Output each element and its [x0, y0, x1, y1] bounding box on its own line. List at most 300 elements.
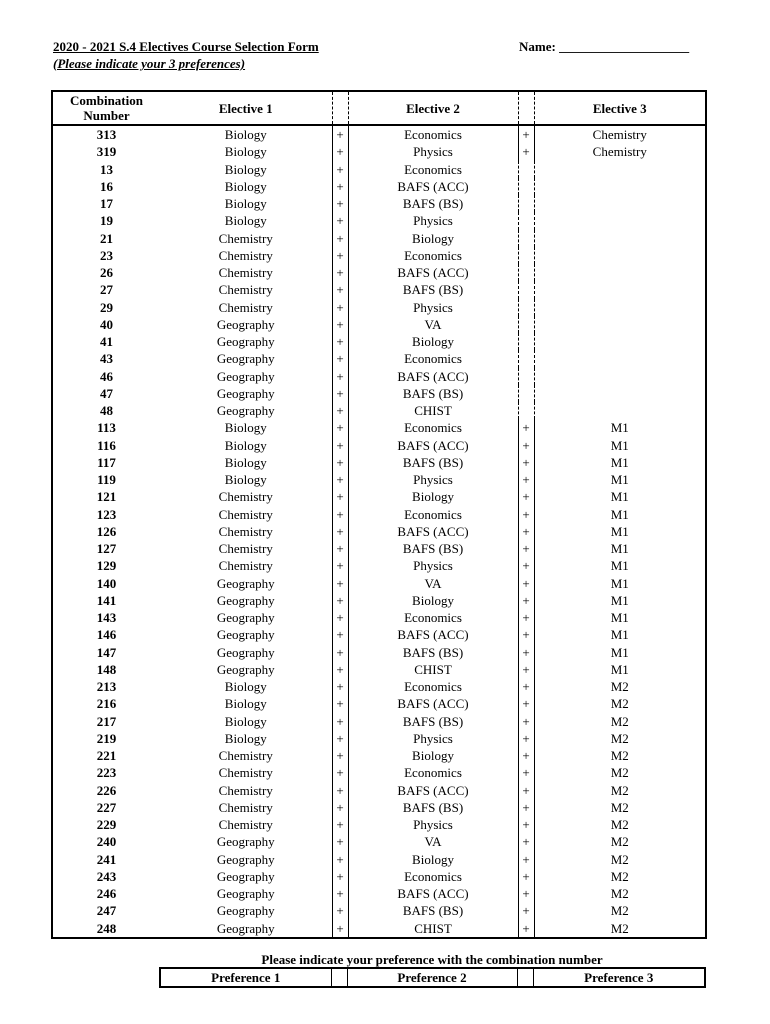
elective-3: M1: [610, 575, 629, 591]
elective-3: M2: [610, 868, 629, 884]
elective-3: M2: [610, 851, 629, 867]
plus-sign-1: +: [332, 471, 348, 488]
elective-1: Chemistry: [218, 817, 273, 833]
plus-sign-1: +: [332, 885, 348, 902]
plus-sign-1: +: [332, 402, 348, 419]
elective-3: [534, 264, 706, 281]
elective-3: M2: [610, 834, 629, 850]
combination-number: 116: [97, 437, 116, 453]
plus-sign-2: +: [518, 920, 534, 938]
elective-3: M1: [610, 420, 629, 436]
elective-2: Biology: [412, 334, 454, 350]
combination-number: 143: [96, 610, 117, 626]
elective-3: [534, 368, 706, 385]
elective-1: Geography: [216, 575, 275, 591]
preference-separator: [517, 968, 533, 987]
combination-number: 221: [96, 748, 117, 764]
elective-3: M1: [610, 558, 629, 574]
table-row: [52, 506, 706, 523]
elective-3: M2: [610, 679, 629, 695]
elective-1: Biology: [224, 454, 267, 470]
table-row: [52, 230, 706, 247]
elective-3: M2: [610, 748, 629, 764]
table-row: [52, 626, 706, 643]
plus-sign-2: +: [518, 454, 534, 471]
combination-number: 23: [100, 247, 113, 263]
combination-number: 313: [96, 127, 117, 143]
combination-number: 223: [96, 765, 117, 781]
table-row: [52, 195, 706, 212]
elective-1: Biology: [224, 696, 267, 712]
name-field-label[interactable]: Name: ____________________: [519, 39, 690, 54]
plus-sign-2: [518, 264, 534, 281]
elective-3: M2: [610, 799, 629, 815]
plus-sign-2: [518, 230, 534, 247]
plus-sign-1: +: [332, 264, 348, 281]
plus-sign-1: +: [332, 178, 348, 195]
table-row: [52, 885, 706, 902]
plus-sign-2: [518, 195, 534, 212]
table-row: [52, 402, 706, 419]
elective-3: M2: [610, 817, 629, 833]
elective-3: M2: [610, 886, 629, 902]
elective-3: M2: [610, 765, 629, 781]
table-row: [52, 902, 706, 919]
elective-3: Chemistry: [592, 144, 647, 160]
elective-2: BAFS (ACC): [397, 265, 469, 281]
combination-number: 27: [100, 282, 113, 298]
elective-1: Biology: [224, 437, 267, 453]
plus-sign-2: +: [518, 143, 534, 160]
combination-number: 243: [96, 868, 117, 884]
elective-2: Physics: [413, 299, 453, 315]
plus-sign-2: [518, 350, 534, 367]
combination-number: 121: [96, 489, 117, 505]
table-row: [52, 678, 706, 695]
table-row: [52, 799, 706, 816]
plus-sign-1: +: [332, 644, 348, 661]
plus-sign-2: +: [518, 851, 534, 868]
table-row: [52, 125, 706, 143]
elective-3: M2: [610, 903, 629, 919]
combination-number: 123: [96, 506, 117, 522]
elective-3: [534, 333, 706, 350]
combination-number: 46: [100, 368, 113, 384]
table-row: [52, 316, 706, 333]
table-row: [52, 661, 706, 678]
header-elective-3: Elective 3: [534, 91, 706, 125]
table-row: [52, 247, 706, 264]
elective-2: BAFS (BS): [402, 799, 464, 815]
elective-1: Geography: [216, 403, 275, 419]
elective-2: BAFS (ACC): [397, 627, 469, 643]
table-row: [52, 833, 706, 850]
form-subtitle: (Please indicate your 3 preferences): [53, 56, 246, 71]
table-row: [52, 713, 706, 730]
combination-number: 40: [100, 316, 113, 332]
elective-2: Economics: [404, 868, 462, 884]
combination-number: 17: [100, 196, 113, 212]
plus-sign-1: +: [332, 316, 348, 333]
elective-2: BAFS (ACC): [397, 523, 469, 539]
table-row: [52, 264, 706, 281]
combination-number: 48: [100, 403, 113, 419]
table-row: [52, 212, 706, 229]
table-row: [52, 419, 706, 436]
elective-1: Chemistry: [218, 489, 273, 505]
plus-sign-2: +: [518, 678, 534, 695]
elective-2: VA: [424, 575, 442, 591]
combination-number: 147: [96, 644, 117, 660]
combination-number: 113: [97, 420, 116, 436]
table-row: [52, 868, 706, 885]
elective-2: Economics: [404, 765, 462, 781]
elective-3: M2: [610, 730, 629, 746]
elective-1: Chemistry: [218, 541, 273, 557]
plus-sign-1: +: [332, 902, 348, 919]
plus-sign-1: +: [332, 609, 348, 626]
plus-sign-1: +: [332, 161, 348, 178]
elective-3: [534, 402, 706, 419]
plus-sign-1: +: [332, 247, 348, 264]
elective-2: Physics: [413, 144, 453, 160]
elective-2: Economics: [404, 247, 462, 263]
elective-2: Biology: [412, 748, 454, 764]
elective-2: BAFS (BS): [402, 713, 464, 729]
elective-2: BAFS (BS): [402, 644, 464, 660]
combination-number: 219: [96, 730, 117, 746]
plus-sign-1: +: [332, 230, 348, 247]
elective-2: Physics: [413, 817, 453, 833]
elective-3: [534, 230, 706, 247]
combination-number: 47: [100, 385, 113, 401]
combination-number: 117: [97, 454, 116, 470]
elective-1: Geography: [216, 592, 275, 608]
plus-sign-1: +: [332, 195, 348, 212]
table-row: [52, 609, 706, 626]
combination-number: 19: [100, 213, 113, 229]
combination-number: 247: [96, 903, 117, 919]
plus-sign-2: +: [518, 419, 534, 436]
plus-sign-2: +: [518, 626, 534, 643]
elective-1: Biology: [224, 127, 267, 143]
combination-number: 213: [96, 679, 117, 695]
plus-sign-2: [518, 402, 534, 419]
elective-2: BAFS (ACC): [397, 696, 469, 712]
elective-3: M1: [610, 661, 629, 677]
elective-1: Chemistry: [218, 506, 273, 522]
table-row: [52, 143, 706, 160]
elective-2: Physics: [413, 730, 453, 746]
elective-2: BAFS (ACC): [397, 368, 469, 384]
elective-3: M2: [610, 713, 629, 729]
elective-2: BAFS (BS): [402, 454, 464, 470]
plus-sign-1: +: [332, 333, 348, 350]
preference-1-label[interactable]: Preference 1: [211, 970, 281, 985]
plus-sign-2: [518, 333, 534, 350]
elective-2: Biology: [412, 489, 454, 505]
elective-3: [534, 195, 706, 212]
combination-number: 140: [96, 575, 117, 591]
elective-2: CHIST: [414, 920, 452, 936]
elective-3: [534, 299, 706, 316]
plus-sign-1: +: [332, 437, 348, 454]
elective-3: [534, 385, 706, 402]
table-row: [52, 333, 706, 350]
table-row: [52, 816, 706, 833]
preference-table: [159, 967, 706, 988]
preference-2-label[interactable]: Preference 2: [347, 968, 517, 987]
elective-1: Geography: [216, 644, 275, 660]
header-combination-number: Combination Number: [52, 91, 160, 125]
plus-sign-2: +: [518, 575, 534, 592]
combination-number: 248: [96, 920, 117, 936]
elective-3: M1: [610, 506, 629, 522]
elective-3: M1: [610, 627, 629, 643]
combination-number: 240: [96, 834, 117, 850]
elective-2: CHIST: [414, 403, 452, 419]
plus-sign-2: +: [518, 125, 534, 143]
elective-3: M2: [610, 782, 629, 798]
elective-3: [534, 247, 706, 264]
plus-sign-2: +: [518, 592, 534, 609]
plus-sign-2: [518, 178, 534, 195]
table-row: [52, 350, 706, 367]
table-row: [52, 299, 706, 316]
plus-sign-1: +: [332, 506, 348, 523]
elective-1: Geography: [216, 886, 275, 902]
elective-2: Economics: [404, 610, 462, 626]
table-row: [52, 471, 706, 488]
plus-sign-1: +: [332, 557, 348, 574]
elective-1: Geography: [216, 385, 275, 401]
elective-1: Geography: [216, 868, 275, 884]
elective-2: Economics: [404, 506, 462, 522]
elective-2: Physics: [413, 558, 453, 574]
plus-sign-2: +: [518, 799, 534, 816]
combination-number: 148: [96, 661, 117, 677]
table-row: [52, 523, 706, 540]
header-elective-2: Elective 2: [348, 91, 518, 125]
plus-sign-1: +: [332, 713, 348, 730]
table-row: [52, 385, 706, 402]
elective-3: [534, 281, 706, 298]
plus-sign-1: +: [332, 799, 348, 816]
plus-sign-1: +: [332, 385, 348, 402]
table-row: [52, 488, 706, 505]
combination-number: 246: [96, 886, 117, 902]
table-header-row: [52, 91, 706, 125]
elective-1: Biology: [224, 679, 267, 695]
elective-1: Geography: [216, 661, 275, 677]
plus-sign-2: +: [518, 540, 534, 557]
table-row: [52, 540, 706, 557]
plus-sign-1: +: [332, 540, 348, 557]
elective-1: Biology: [224, 713, 267, 729]
elective-1: Biology: [224, 420, 267, 436]
combination-number: 241: [96, 851, 117, 867]
plus-sign-2: [518, 212, 534, 229]
plus-sign-1: +: [332, 764, 348, 781]
elective-3: M2: [610, 920, 629, 936]
plus-sign-1: +: [332, 523, 348, 540]
plus-sign-2: +: [518, 506, 534, 523]
plus-sign-2: [518, 316, 534, 333]
plus-sign-1: +: [332, 782, 348, 799]
table-row: [52, 851, 706, 868]
header-separator: [518, 91, 534, 125]
table-row: [52, 782, 706, 799]
plus-sign-1: +: [332, 695, 348, 712]
table-row: [52, 592, 706, 609]
elective-3: M1: [610, 644, 629, 660]
elective-3: [534, 178, 706, 195]
elective-3: M1: [610, 541, 629, 557]
combination-number: 16: [100, 178, 113, 194]
elective-2: Physics: [413, 472, 453, 488]
plus-sign-2: +: [518, 833, 534, 850]
elective-2: BAFS (BS): [402, 196, 464, 212]
plus-sign-1: +: [332, 212, 348, 229]
elective-2: Biology: [412, 851, 454, 867]
combination-number: 229: [96, 817, 117, 833]
elective-1: Biology: [224, 472, 267, 488]
elective-2: BAFS (ACC): [397, 437, 469, 453]
combination-number: 13: [100, 161, 113, 177]
plus-sign-2: +: [518, 868, 534, 885]
elective-1: Chemistry: [218, 230, 273, 246]
table-row: [52, 695, 706, 712]
elective-1: Chemistry: [218, 748, 273, 764]
plus-sign-2: +: [518, 661, 534, 678]
plus-sign-1: +: [332, 143, 348, 160]
combination-table: [51, 90, 707, 939]
plus-sign-2: +: [518, 816, 534, 833]
elective-1: Geography: [216, 851, 275, 867]
elective-2: BAFS (BS): [402, 541, 464, 557]
table-row: [52, 730, 706, 747]
elective-2: BAFS (BS): [402, 385, 464, 401]
plus-sign-2: +: [518, 437, 534, 454]
plus-sign-2: [518, 247, 534, 264]
header-separator: [332, 91, 348, 125]
plus-sign-2: +: [518, 523, 534, 540]
elective-2: CHIST: [414, 661, 452, 677]
elective-1: Biology: [224, 161, 267, 177]
table-row: [52, 437, 706, 454]
combination-number: 21: [100, 230, 113, 246]
plus-sign-2: +: [518, 471, 534, 488]
plus-sign-2: +: [518, 609, 534, 626]
elective-2: Economics: [404, 351, 462, 367]
table-row: [52, 747, 706, 764]
combination-number: 141: [96, 592, 117, 608]
elective-2: BAFS (ACC): [397, 178, 469, 194]
plus-sign-2: +: [518, 695, 534, 712]
elective-3: [534, 350, 706, 367]
elective-2: Physics: [413, 213, 453, 229]
table-row: [52, 281, 706, 298]
plus-sign-1: +: [332, 488, 348, 505]
plus-sign-2: +: [518, 764, 534, 781]
table-row: [52, 764, 706, 781]
combination-number: 129: [96, 558, 117, 574]
plus-sign-1: +: [332, 868, 348, 885]
elective-1: Chemistry: [218, 782, 273, 798]
elective-1: Chemistry: [218, 523, 273, 539]
plus-sign-1: +: [332, 281, 348, 298]
elective-1: Chemistry: [218, 799, 273, 815]
plus-sign-1: +: [332, 626, 348, 643]
preference-instruction: Please indicate your preference with the combination number: [261, 952, 603, 967]
plus-sign-1: +: [332, 575, 348, 592]
combination-number: 216: [96, 696, 117, 712]
combination-number: 146: [96, 627, 117, 643]
elective-1: Chemistry: [218, 765, 273, 781]
elective-3: [534, 161, 706, 178]
combination-number: 29: [100, 299, 113, 315]
plus-sign-2: +: [518, 644, 534, 661]
plus-sign-2: [518, 368, 534, 385]
combination-number: 119: [97, 472, 116, 488]
elective-1: Geography: [216, 334, 275, 350]
preference-3-label[interactable]: Preference 3: [533, 968, 705, 987]
elective-3: [534, 212, 706, 229]
plus-sign-2: +: [518, 488, 534, 505]
plus-sign-1: +: [332, 454, 348, 471]
plus-sign-1: +: [332, 368, 348, 385]
elective-3: M1: [610, 610, 629, 626]
elective-1: Biology: [224, 196, 267, 212]
elective-2: Economics: [404, 161, 462, 177]
plus-sign-1: +: [332, 851, 348, 868]
header-elective-1: Elective 1: [160, 91, 332, 125]
plus-sign-1: +: [332, 678, 348, 695]
combination-number: 41: [100, 334, 113, 350]
elective-2: Biology: [412, 592, 454, 608]
elective-1: Geography: [216, 351, 275, 367]
plus-sign-2: [518, 299, 534, 316]
plus-sign-2: [518, 281, 534, 298]
preference-separator: [331, 968, 347, 987]
elective-1: Geography: [216, 920, 275, 936]
plus-sign-1: +: [332, 730, 348, 747]
combination-number: 217: [96, 713, 117, 729]
elective-3: Chemistry: [592, 127, 647, 143]
plus-sign-1: +: [332, 592, 348, 609]
elective-1: Geography: [216, 903, 275, 919]
combination-number: 319: [96, 144, 117, 160]
elective-2: Biology: [412, 230, 454, 246]
elective-1: Geography: [216, 368, 275, 384]
elective-1: Geography: [216, 627, 275, 643]
plus-sign-1: +: [332, 747, 348, 764]
table-row: [52, 161, 706, 178]
elective-1: Geography: [216, 316, 275, 332]
elective-2: Economics: [404, 420, 462, 436]
table-row: [52, 368, 706, 385]
plus-sign-1: +: [332, 419, 348, 436]
plus-sign-2: [518, 385, 534, 402]
table-row: [52, 644, 706, 661]
elective-3: M2: [610, 696, 629, 712]
elective-3: M1: [610, 489, 629, 505]
table-row: [52, 178, 706, 195]
elective-3: M1: [610, 523, 629, 539]
elective-3: M1: [610, 454, 629, 470]
elective-1: Chemistry: [218, 558, 273, 574]
elective-2: Economics: [404, 679, 462, 695]
